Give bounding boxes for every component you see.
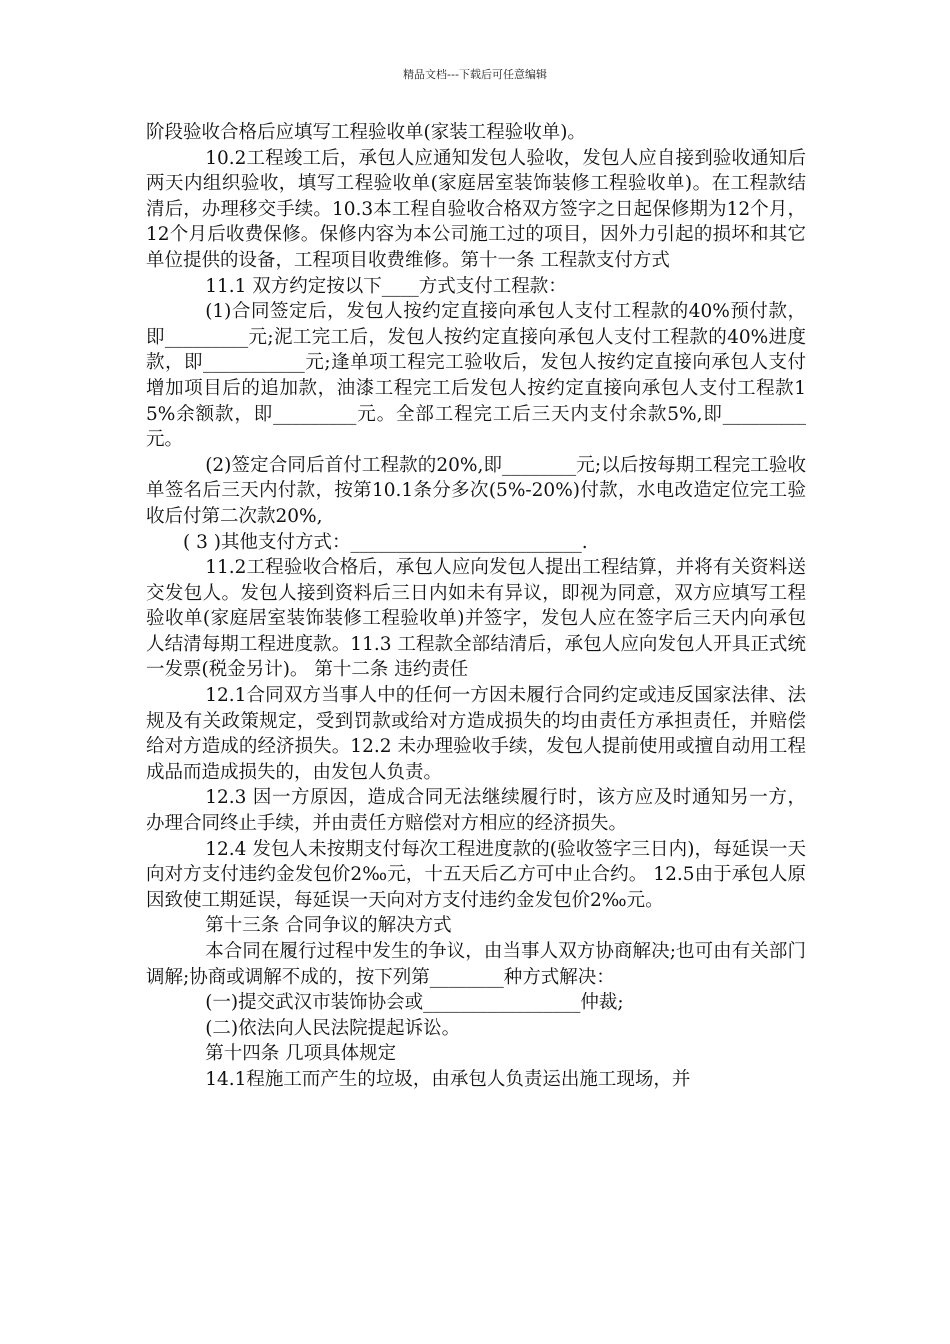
paragraph-12-4: 12.4 发包人未按期支付每次工程进度款的(验收签字三日内)，每延误一天向对方支付违约金发包价2‰元，十五天后乙方可中止合约。 12.5由于承包人原因致使工期延误，每延误一天向对方支付违约金发包价2‰元。	[146, 838, 806, 911]
paragraph-11-1: 11.1 双方约定按以下____方式支付工程款：	[205, 275, 567, 297]
paragraph-12-1: 12.1合同双方当事人中的任何一方因未履行合同约定或违反国家法律、法规及有关政策规定，受到罚款或给对方造成损失的均由责任方承担责任，并赔偿给对方造成的经济损失。12.2 未办理验收手续，发包人提前使用或擅自动用工程成品而造成损失的，由发包人负责。	[146, 685, 806, 783]
document-body	[146, 120, 806, 1093]
paragraph-1: 阶段验收合格后应填写工程验收单(家装工程验收单)。	[146, 122, 586, 143]
paragraph-13-option-1: (一)提交武汉市装饰协会或_________________仲裁;	[205, 992, 624, 1014]
paragraph-13-option-2: (二)依法向人民法院提起诉讼。	[205, 1017, 461, 1039]
article-13-heading: 第十三条 合同争议的解决方式	[205, 915, 452, 937]
paragraph-12-3: 12.3 因一方原因，造成合同无法继续履行时，该方应及时通知另一方，办理合同终止手续，并由责任方赔偿对方相应的经济损失。	[146, 787, 806, 835]
paragraph-payment-2: (2)签定合同后首付工程款的20%,即________元;以后按每期工程完工验收单签名后三天内付款，按第10.1条分多次(5%-20%)付款，水电改造定位完工验收后付第二次款20%,	[146, 454, 806, 527]
article-14-heading: 第十四条 几项具体规定	[205, 1043, 397, 1065]
page-header: 精品文档---下载后可任意编辑	[403, 68, 547, 81]
paragraph-10-2: 10.2工程竣工后，承包人应通知发包人验收，发包人应自接到验收通知后两天内组织验收，填写工程验收单(家庭居室装饰装修工程验收单)。在工程款结清后，办理移交手续。10.3本工程自验收合格双方签字之日起保修期为12个月，12个月后收费保修。保修内容为本公司施工过的项目，因外力引起的损坏和其它单位提供的设备，工程项目收费维修。第十一条 工程款支付方式	[146, 147, 806, 271]
paragraph-11-2: 11.2工程验收合格后，承包人应向发包人提出工程结算，并将有关资料送交发包人。发包人接到资料后三日内如未有异议，即视为同意，双方应填写工程验收单(家庭居室装饰装修工程验收单)并签字，发包人应在签字后三天内向承包人结清每期工程进度款。11.3 工程款全部结清后，承包人应向发包人开具正式统一发票(税金另计)。 第十二条 违约责任	[146, 557, 806, 681]
paragraph-payment-3: ( 3 )其他支付方式：_________________________.	[183, 531, 588, 553]
paragraph-14-1: 14.1程施工而产生的垃圾，由承包人负责运出施工现场，并	[205, 1068, 691, 1090]
paragraph-payment-1: (1)合同签定后，发包人按约定直接向承包人支付工程款的40%预付款，即_________元;泥工完工后，发包人按约定直接向承包人支付工程款的40%进度款，即___________元;逢单项工程完工验收后，发包人按约定直接向承包人支付增加项目后的追加款，油漆工程完工后发包人按约定直接向承包人支付工程款15%余额款，即_________元。全部工程完工后三天内支付余款5%,即_________元。	[146, 301, 806, 451]
paragraph-13-body: 本合同在履行过程中发生的争议，由当事人双方协商解决;也可由有关部门调解;协商或调解不成的，按下列第________种方式解决：	[146, 941, 806, 988]
